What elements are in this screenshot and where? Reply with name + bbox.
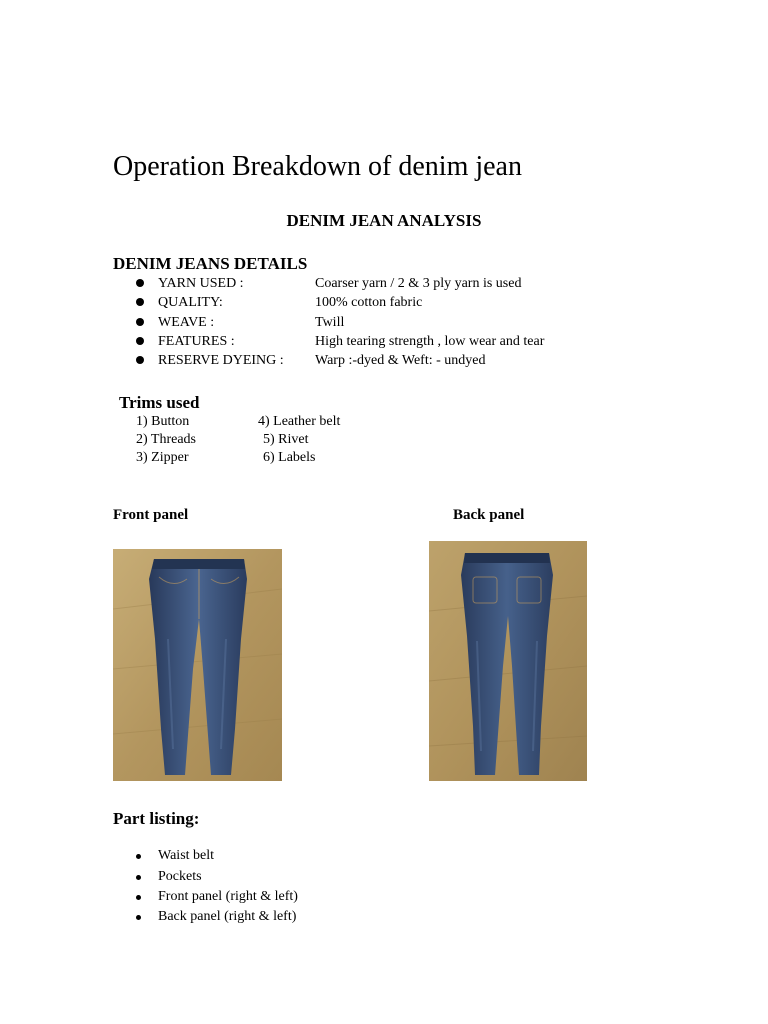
trim-item: 4) Leather belt xyxy=(258,414,341,429)
trim-item: 2) Threads xyxy=(136,432,196,447)
analysis-heading: DENIM JEAN ANALYSIS xyxy=(286,211,482,230)
bullet-icon xyxy=(136,356,144,364)
back-panel-photo xyxy=(429,541,587,781)
front-panel-heading: Front panel xyxy=(113,507,189,523)
trim-item: 1) Button xyxy=(136,414,190,429)
detail-value: Coarser yarn / 2 & 3 ply yarn is used xyxy=(315,276,522,291)
bullet-icon xyxy=(136,298,144,306)
part-label: Front panel (right & left) xyxy=(158,889,298,904)
back-panel-heading: Back panel xyxy=(453,507,525,523)
front-panel-photo xyxy=(113,549,282,781)
detail-value: 100% cotton fabric xyxy=(315,295,423,310)
detail-value: Twill xyxy=(315,315,345,330)
trim-item: 5) Rivet xyxy=(263,432,309,447)
trim-item: 3) Zipper xyxy=(136,450,189,465)
bullet-icon xyxy=(136,895,141,900)
bullet-icon xyxy=(136,279,144,287)
part-label: Pockets xyxy=(158,869,202,884)
detail-label: QUALITY: xyxy=(158,295,223,310)
detail-label: RESERVE DYEING : xyxy=(158,353,284,368)
bullet-icon xyxy=(136,875,141,880)
bullet-icon xyxy=(136,318,144,326)
trim-item: 6) Labels xyxy=(263,450,316,465)
detail-value: High tearing strength , low wear and tear xyxy=(315,334,545,349)
part-listing-heading: Part listing: xyxy=(113,809,200,828)
detail-value: Warp :-dyed & Weft: - undyed xyxy=(315,353,486,368)
details-heading: DENIM JEANS DETAILS xyxy=(113,254,308,273)
bullet-icon xyxy=(136,854,141,859)
bullet-icon xyxy=(136,337,144,345)
part-label: Back panel (right & left) xyxy=(158,909,297,924)
page-title: Operation Breakdown of denim jean xyxy=(113,151,522,182)
bullet-icon xyxy=(136,915,141,920)
detail-label: WEAVE : xyxy=(158,315,215,330)
detail-label: FEATURES : xyxy=(158,334,235,349)
detail-label: YARN USED : xyxy=(158,276,244,291)
trims-heading: Trims used xyxy=(119,393,200,412)
part-label: Waist belt xyxy=(158,848,215,863)
